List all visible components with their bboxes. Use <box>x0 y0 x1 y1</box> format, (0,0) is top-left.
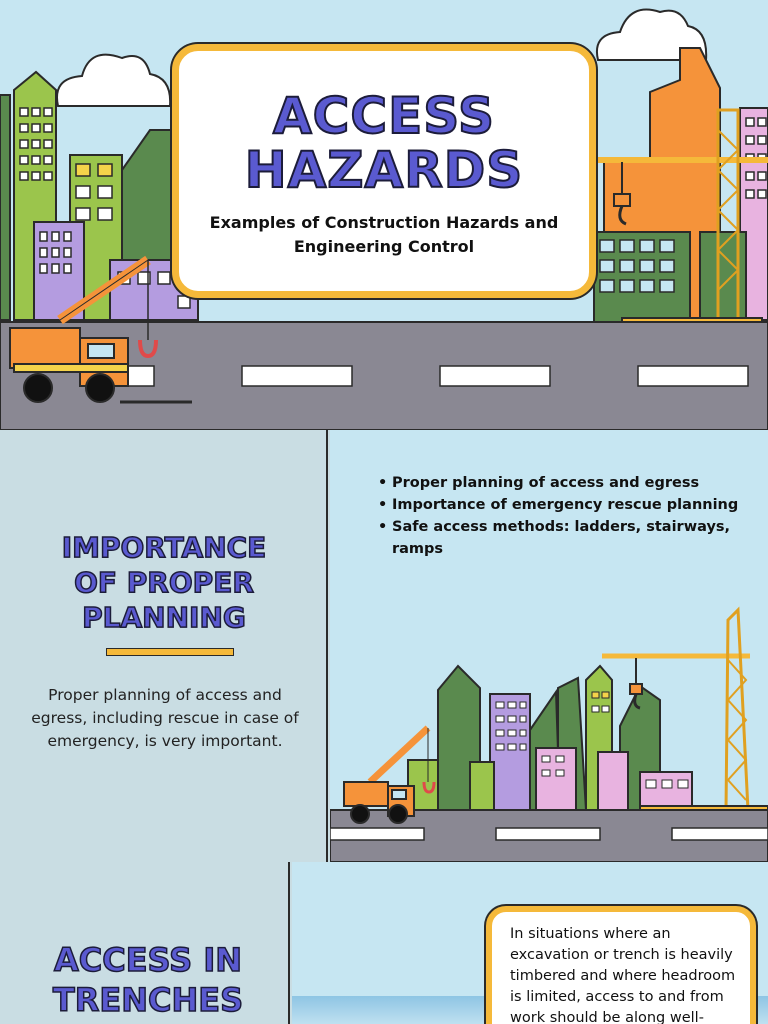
list-item: • Proper planning of access and egress <box>378 472 758 494</box>
title-card <box>172 44 596 298</box>
planning-illustration-panel <box>330 430 768 862</box>
planning-body: Proper planning of access and egress, including rescue in case of emergency, is very important. <box>31 686 299 750</box>
trenches-note-card <box>486 906 756 1024</box>
planning-panel <box>0 430 328 862</box>
trenches-heading-line-1: ACCESS IN <box>53 941 243 979</box>
page-subtitle: Examples of Construction Hazards and Engineering Control <box>209 213 559 256</box>
planning-heading-line-3: PLANNING <box>82 601 246 634</box>
trenches-panel <box>0 862 290 1024</box>
trenches-heading <box>0 940 296 1020</box>
planning-heading <box>10 530 318 635</box>
trenches-content-panel <box>292 862 768 1024</box>
page-title <box>179 89 589 197</box>
road-markings <box>330 828 768 840</box>
planning-heading-line-1: IMPORTANCE <box>61 531 267 564</box>
title-line-2: HAZARDS <box>244 141 524 199</box>
city-construction-illustration-small <box>330 430 768 862</box>
heading-divider <box>106 648 234 656</box>
trenches-note: In situations where an excavation or trench is heavily timbered and where headroom is limited, access to and from work should be along well- <box>510 926 736 1024</box>
list-item: • Importance of emergency rescue planning <box>378 494 758 516</box>
list-item: • Safe access methods: ladders, stairways, ramps <box>378 516 758 560</box>
hero-banner <box>0 0 768 430</box>
title-line-1: ACCESS <box>272 87 495 145</box>
trenches-heading-line-2: TRENCHES <box>52 981 244 1019</box>
planning-heading-line-2: OF PROPER <box>74 566 254 599</box>
